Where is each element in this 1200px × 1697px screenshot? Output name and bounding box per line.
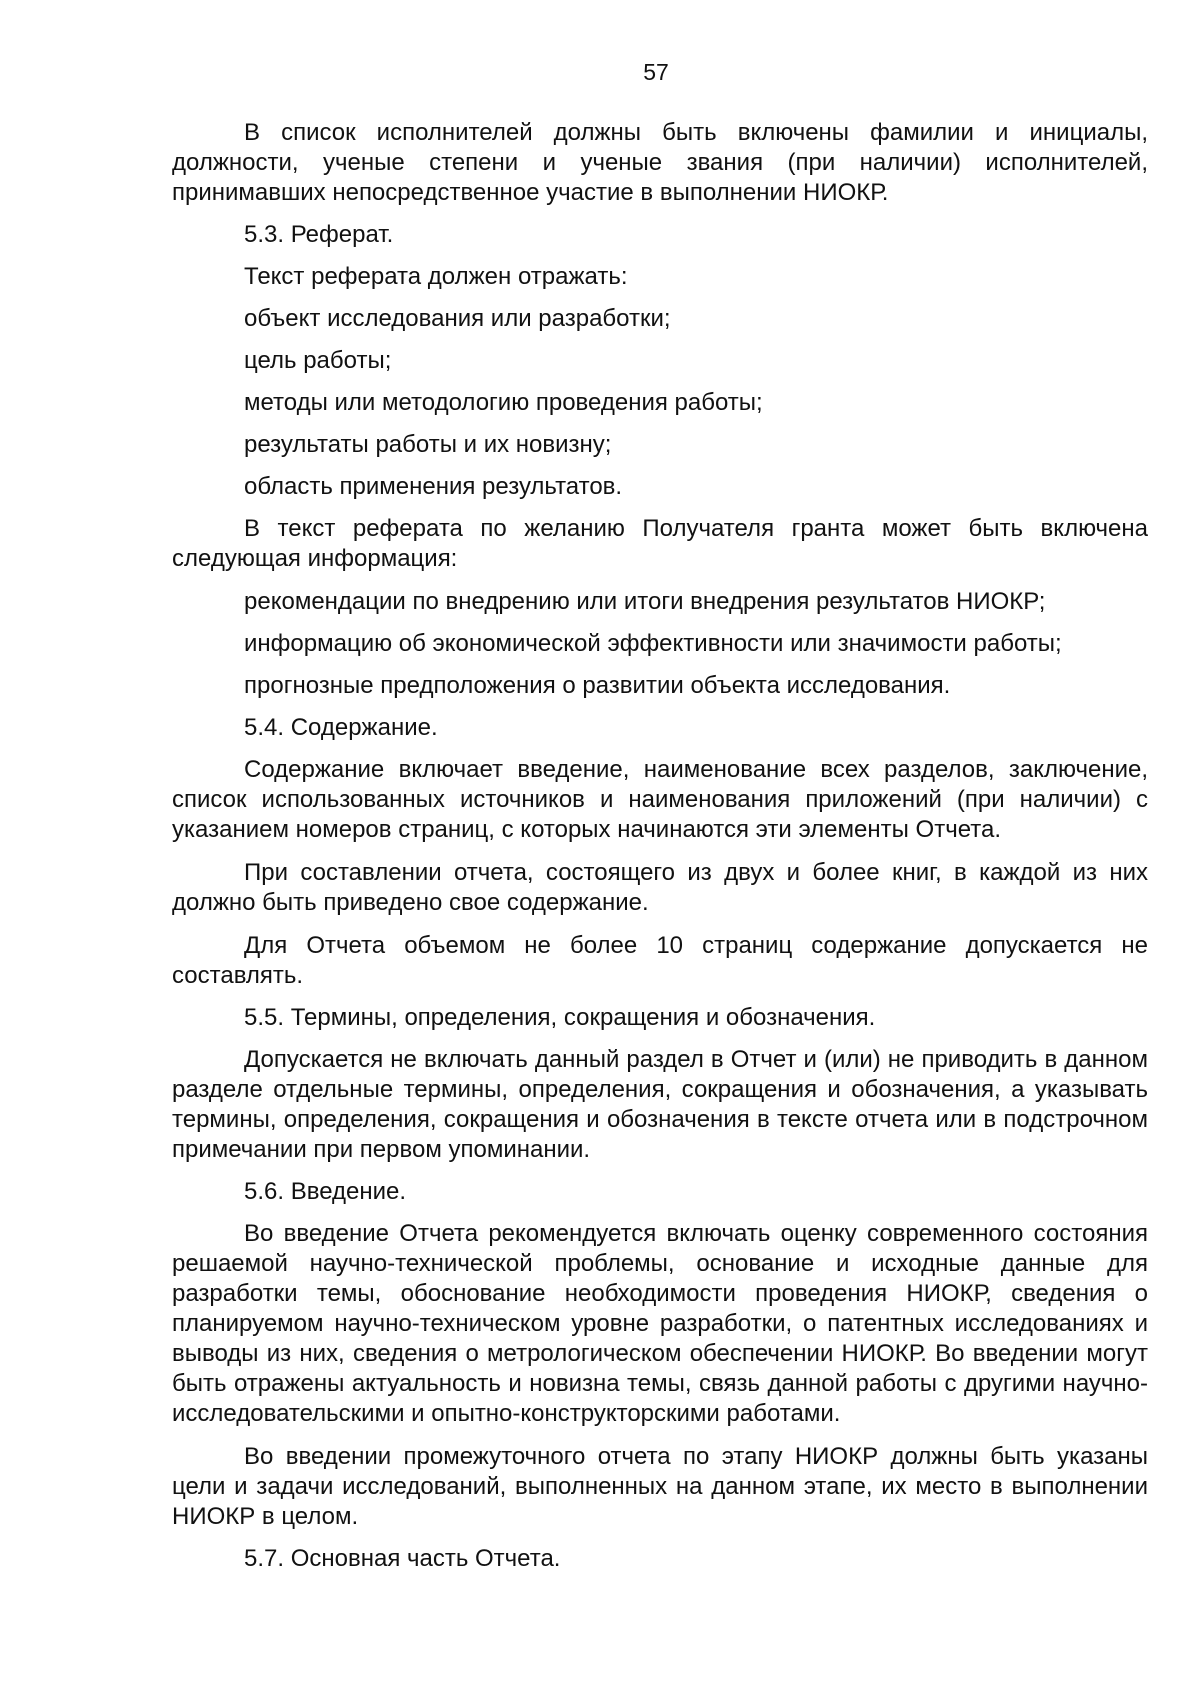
paragraph-performers-list: В список исполнителей должны быть включены фамилии и инициалы, должности, ученые степени и ученые звания (при наличии) исполнителей, принимавших непосредственное участие в выполнении НИОКР. bbox=[172, 119, 1148, 206]
section-heading-5-6: 5.6. Введение. bbox=[244, 1178, 407, 1205]
document-body bbox=[172, 118, 1148, 1574]
section-heading-5-3: 5.3. Реферат. bbox=[244, 221, 394, 248]
section-heading-5-5: 5.5. Термины, определения, сокращения и обозначения. bbox=[244, 1004, 876, 1031]
paragraph-interim-report: Во введении промежуточного отчета по этапу НИОКР должны быть указаны цели и задачи исследований, выполненных на данном этапе, их место в выполнении НИОКР в целом. bbox=[172, 1443, 1148, 1530]
paragraph-optional-info: В текст реферата по желанию Получателя гранта может быть включена следующая информация: bbox=[172, 515, 1148, 572]
list-item-application: область применения результатов. bbox=[244, 473, 623, 500]
page-number: 57 bbox=[643, 59, 669, 85]
section-heading-5-7: 5.7. Основная часть Отчета. bbox=[244, 1545, 561, 1572]
paragraph-contents-includes: Содержание включает введение, наименование всех разделов, заключение, список использованных источников и наименования приложений (при наличии) с указанием номеров страниц, с которых начинаются эти элементы Отчета. bbox=[172, 756, 1148, 843]
paragraph-short-report: Для Отчета объемом не более 10 страниц содержание допускается не составлять. bbox=[172, 932, 1148, 989]
list-item-economic-info: информацию об экономической эффективности или значимости работы; bbox=[244, 630, 1062, 657]
list-item-object: объект исследования или разработки; bbox=[244, 305, 671, 332]
paragraph-terms: Допускается не включать данный раздел в Отчет и (или) не приводить в данном разделе отдельные термины, определения, сокращения и обозначения, а указывать термины, определения, сокращения и обозначения в тексте отчета или в подстрочном примечании при первом упоминании. bbox=[172, 1046, 1148, 1163]
list-item-results: результаты работы и их новизну; bbox=[244, 431, 612, 458]
paragraph-introduction-content: Во введение Отчета рекомендуется включать оценку современного состояния решаемой научно-технической проблемы, основание и исходные данные для разработки темы, обоснование необходимости проведения НИОКР, сведения о планируемом научно-техническом уровне разработки, о патентных исследованиях и выводы из них, сведения о метрологическом обеспечении НИОКР. Во введении могут быть отражены актуальность и новизна темы, связь данной работы с другими научно-исследовательскими и опытно-конструкторскими работами. bbox=[172, 1220, 1148, 1427]
paragraph-multi-book: При составлении отчета, состоящего из двух и более книг, в каждой из них должно быть приведено свое содержание. bbox=[172, 859, 1148, 916]
list-item-recommendations: рекомендации по внедрению или итоги внедрения результатов НИОКР; bbox=[244, 588, 1046, 615]
paragraph-abstract-intro: Текст реферата должен отражать: bbox=[244, 263, 628, 290]
list-item-methods: методы или методологию проведения работы; bbox=[244, 389, 763, 416]
section-heading-5-4: 5.4. Содержание. bbox=[244, 714, 438, 741]
list-item-forecast: прогнозные предположения о развитии объекта исследования. bbox=[244, 672, 951, 699]
list-item-goal: цель работы; bbox=[244, 347, 392, 374]
